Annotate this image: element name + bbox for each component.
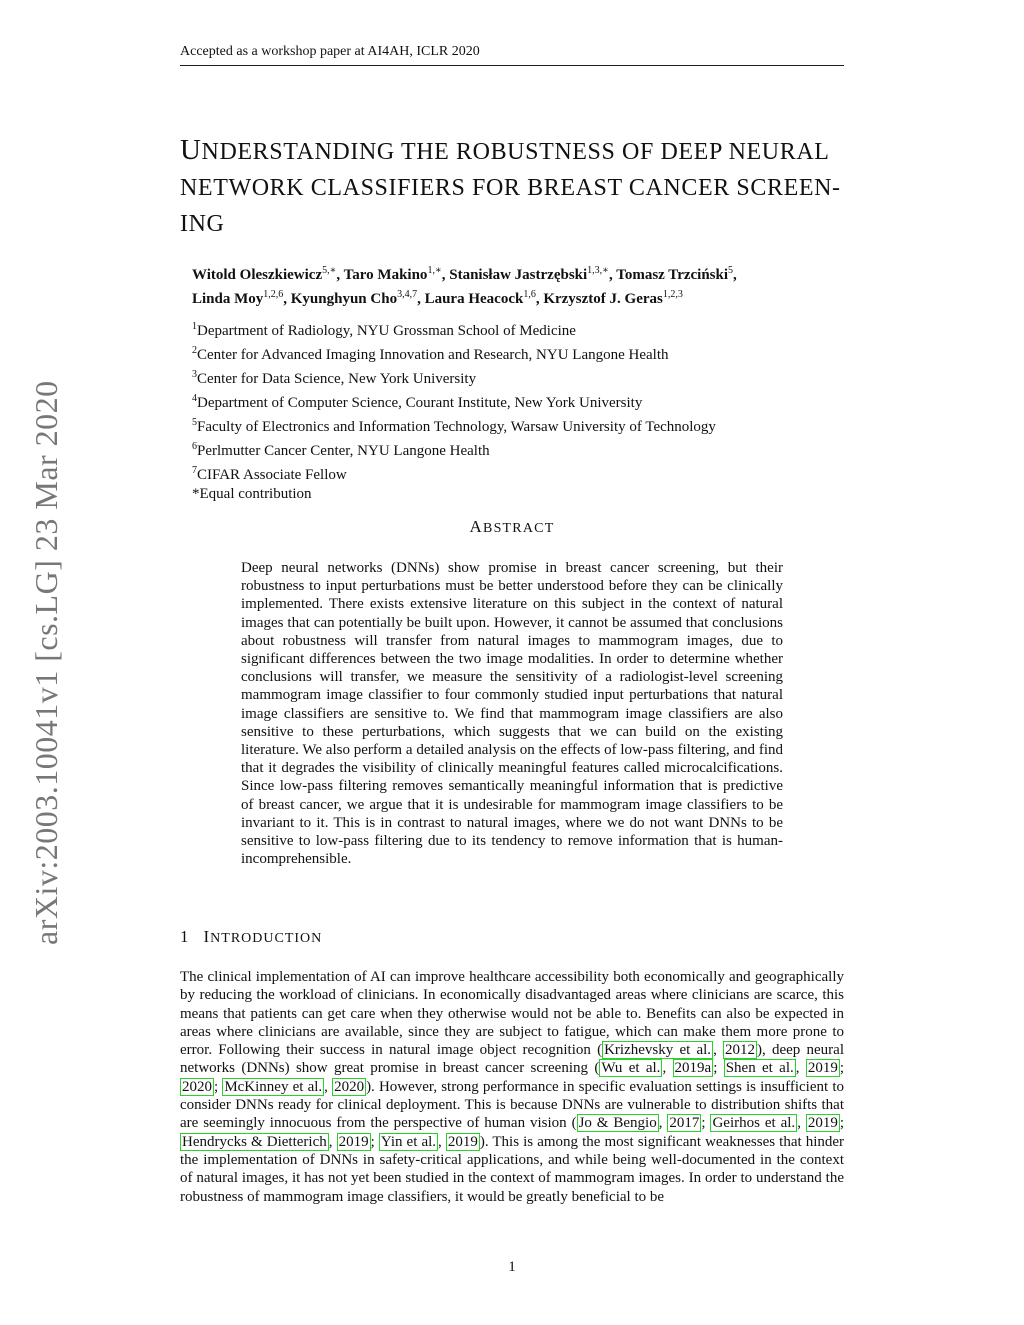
citation-link[interactable]: Shen et al. xyxy=(725,1060,794,1077)
title-line-1: UNDERSTANDING THE ROBUSTNESS OF DEEP NEURAL xyxy=(180,134,830,166)
header-rule xyxy=(180,65,844,66)
citation-link[interactable]: 2019 xyxy=(338,1133,369,1150)
citation-link[interactable]: Geirhos et al. xyxy=(712,1115,796,1132)
citation-link[interactable]: Wu et al. xyxy=(601,1060,661,1077)
citation-link[interactable]: 2019a xyxy=(674,1060,712,1077)
author: Taro Makino$^{1,∗}$, xyxy=(343,265,450,283)
title-line-3: ING xyxy=(180,211,225,237)
citation-link[interactable]: 2020 xyxy=(334,1078,365,1095)
citation-link[interactable]: 2017 xyxy=(669,1115,700,1132)
citation-link[interactable]: Krizhevsky et al. xyxy=(604,1042,712,1059)
affiliation: $^2$Center for Advanced Imaging Innovation and Research, NYU Langone Health xyxy=(192,345,669,363)
citation-link[interactable]: Jo & Bengio xyxy=(578,1115,657,1132)
author: Stanisław Jastrzębski$^{1,3,∗}$, xyxy=(449,265,617,283)
arxiv-stamp: arXiv:2003.10041v1 [cs.LG] 23 Mar 2020 xyxy=(28,380,64,945)
section-heading-introduction: 1 INTRODUCTION xyxy=(180,927,323,946)
author: Witold Oleszkiewicz$^{5,∗}$, xyxy=(192,265,344,283)
abstract-text: Deep neural networks (DNNs) show promise in breast cancer screening, but their robustness to input perturbations must be better understood before they can be clinically implemented. There exists extensive literature on this subject in the context of natural images that can potentially be built upon. However, it cannot be assumed that conclusions about robustness will transfer from natural images to mammogram images, due to significant differences between the two image modalities. In order to determine whether conclusions will transfer, we measure the sensitivity of a radiologist-level screening mammogram image classifier to four commonly studied input perturbations that natural image classifiers are sensitive to. We find that mammogram image classifiers are also sensitive to these perturbations, which suggests that we can build on the existing literature. We also perform a detailed analysis on the effects of low-pass filtering, and find that it degrades the visibility of clinically meaningful features called microcalcifications. Since low-pass filtering removes semantically meaningful information that is predictive of breast cancer, we argue that it is undesirable for mammogram image classifiers to be invariant to it. This is in contrast to natural images, where we do not want DNNs to be sensitive to low-pass filtering due to its tendency to remove information that is human-incomprehensible. xyxy=(241,560,783,868)
venue-header: Accepted as a workshop paper at AI4AH, ICLR 2020 xyxy=(180,44,480,59)
author-row-2 xyxy=(192,285,842,309)
citation-link[interactable]: Hendrycks & Dietterich xyxy=(182,1133,327,1150)
abstract-heading: ABSTRACT xyxy=(469,517,555,536)
citation-link[interactable]: 2012 xyxy=(725,1042,756,1059)
affiliation: $^1$Department of Radiology, NYU Grossman School of Medicine xyxy=(192,321,576,339)
affiliation: $^5$Faculty of Electronics and Information Technology, Warsaw University of Technology xyxy=(192,417,716,435)
affiliation-list xyxy=(192,317,842,504)
author: Kyunghyun Cho$^{3,4,7}$, xyxy=(290,289,425,307)
author: Laura Heacock$^{1,6}$, xyxy=(424,289,544,307)
author: Tomasz Trzciński$^5$, xyxy=(616,265,737,283)
citation-link[interactable]: 2019 xyxy=(807,1060,838,1077)
author-row-1 xyxy=(192,261,842,285)
affiliation: $^6$Perlmutter Cancer Center, NYU Langone Health xyxy=(192,441,490,459)
introduction-text: The clinical implementation of AI can improve healthcare accessibility both economically and geographically by reducing the workload of clinicians. In economically disadvantaged areas where clinicians are scarce, this means that patients can get care when they otherwise would not be able to. Benefits can also be expected in areas where clinicians are available, since they are subject to fatigue, which can make them more prone to error. Following their success in natural image object recognition ( Krizhevsky et al. , 2012 ), deep neural networks (DNNs) show great promise in breast cancer screening ( Wu et al. , 2019a ; Shen et al. , 2019 ; 2020 ; McKinney et al. , 2020 ). However, strong performance in specific evaluation settings is insufficient to consider DNNs ready for clinical deployment. This is because DNNs are vulnerable to distribution shifts that are seemingly innocuous from the perspective of human vision ( Jo & Bengio , 2017 ; Geirhos et al. , 2019 ; Hendrycks & Dietterich , 2019 ; Yin et al. , 2019 ). This is among the most significant weaknesses that hinder the implementation of DNNs in safety-critical applications, and while being well-documented in the context of natural images, it has not yet been studied in the context of mammogram images. In order to understand the robustness of mammogram image classifiers, it would be greatly beneficial to be xyxy=(180,969,845,1205)
affiliation: $^4$Department of Computer Science, Courant Institute, New York University xyxy=(192,393,643,411)
author: Krzysztof J. Geras$^{1,2,3}$ xyxy=(543,289,683,307)
affiliation: $^7$CIFAR Associate Fellow xyxy=(192,465,347,483)
citation-link[interactable]: Yin et al. xyxy=(380,1133,437,1150)
page-number: 1 xyxy=(508,1259,516,1275)
affiliation: $^3$Center for Data Science, New York University xyxy=(192,369,477,387)
paper-title xyxy=(180,132,848,242)
citation-link[interactable]: 2019 xyxy=(807,1115,838,1132)
author: Linda Moy$^{1,2,6}$, xyxy=(192,289,291,307)
author-list xyxy=(192,261,842,309)
citation-link[interactable]: 2020 xyxy=(182,1078,212,1095)
equal-contribution-note: *Equal contribution xyxy=(192,486,312,502)
citation-link[interactable]: McKinney et al. xyxy=(224,1078,323,1095)
title-line-2: NETWORK CLASSIFIERS FOR BREAST CANCER SCREEN- xyxy=(180,175,841,201)
citation-link[interactable]: 2019 xyxy=(447,1133,478,1150)
